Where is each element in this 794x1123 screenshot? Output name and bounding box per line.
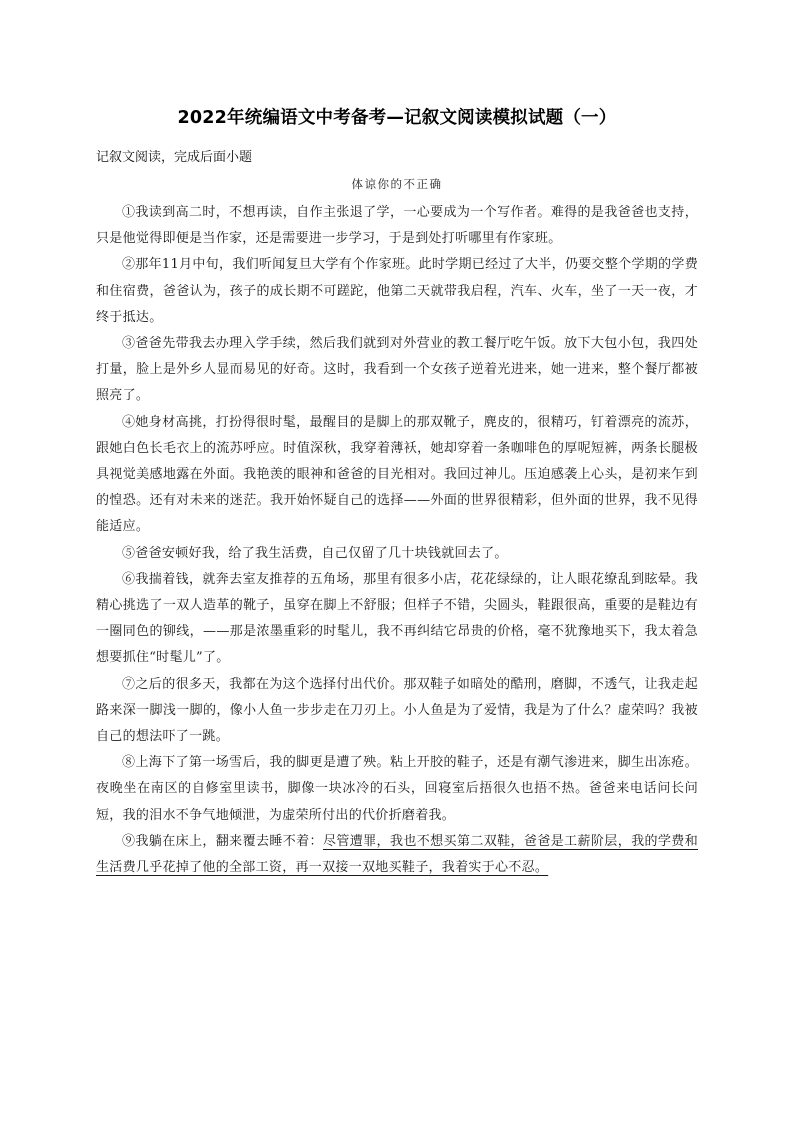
page-title: 2022年统编语文中考备考—记叙文阅读模拟试题（一）	[177, 108, 617, 128]
instruction-text: 记叙文阅读，完成后面小题	[96, 150, 253, 165]
paragraph-3: ③爸爸先带我去办理入学手续，然后我们就到对外营业的教工餐厅吃午饭。放下大包小包，我四处打量，脸上是外乡人显而易见的好奇。这时，我看到一个女孩子逆着光进来，她一进来，整个餐厅都被照亮了。	[96, 336, 698, 404]
paragraph-2: ②那年11月中旬，我们听闻复旦大学有个作家班。此时学期已经过了大半，仍要交整个学期的学费和住宿费，爸爸认为，孩子的成长期不可蹉跎，他第二天就带我启程，汽车、火车，坐了一天一夜，才终于抵达。	[96, 257, 698, 325]
paragraph-4: ④她身材高挑，打扮得很时髦，最醒目的是脚上的那双靴子，麂皮的，很精巧，钉着漂亮的流苏，跟她白色长毛衣上的流苏呼应。时值深秋，我穿着薄袄，她却穿着一条咖啡色的厚呢短裤，两条长腿极具视觉美感地露在外面。我艳羡的眼神和爸爸的目光相对。我回过神儿。压迫感袭上心头，是初来乍到的惶恐。还有对未来的迷茫。我开始怀疑自己的选择——外面的世界很精彩，但外面的世界，我不见得能适应。	[96, 414, 698, 535]
paragraph-8: ⑧上海下了第一场雪后，我的脚更是遭了殃。粘上开胶的鞋子，还是有潮气渗进来，脚生出冻疮。夜晚坐在南区的自修室里读书，脚像一块冰冷的石头，回寝室后捂很久也捂不热。爸爸来电话问长问短，我的泪水不争气地倾泄，为虚荣所付出的代价折磨着我。	[96, 755, 698, 823]
underlined-sentence: 尽管遭罪，我也不想买第二双鞋，爸爸是工薪阶层，我的学费和生活费几乎花掉了他的全部工资，再一双接一双地买鞋子，我着实于心不忍。	[96, 833, 698, 876]
paragraph-7: ⑦之后的很多天，我都在为这个选择付出代价。那双鞋子如暗处的酷刑，磨脚，不透气，让我走起路来深一脚浅一脚的，像小人鱼一步步走在刀刃上。小人鱼是为了爱情，我是为了什么？虚荣吗？我被自己的想法吓了一跳。	[96, 676, 698, 745]
paragraph-6: ⑥我揣着钱，就奔去室友推荐的五角场，那里有很多小店，花花绿绿的，让人眼花缭乱到眩晕。我精心挑选了一双人造革的靴子，虽穿在脚上不舒服；但样子不错，尖圆头，鞋跟很高，重要的是鞋边有一圈同色的铆线，——那是浓墨重彩的时髦儿，我不再纠结它昂贵的价格，毫不犹豫地买下，我太着急想要抓住“时髦儿”了。	[96, 571, 698, 666]
article-title: 体谅你的不正确	[351, 177, 443, 191]
paragraph-9-lead: ⑨我躺在床上，翻来覆去睡不着：	[122, 833, 323, 849]
article-body	[96, 200, 698, 881]
paragraph-5: ⑤爸爸安顿好我，给了我生活费，自己仅留了几十块钱就回去了。	[122, 545, 508, 561]
paragraph-1: ①我读到高二时，不想再读，自作主张退了学，一心要成为一个写作者。难得的是我爸爸也支持，只是他觉得即便是当作家，还是需要进一步学习，于是到处打听哪里有作家班。	[96, 205, 698, 247]
paragraph-9	[96, 829, 698, 881]
